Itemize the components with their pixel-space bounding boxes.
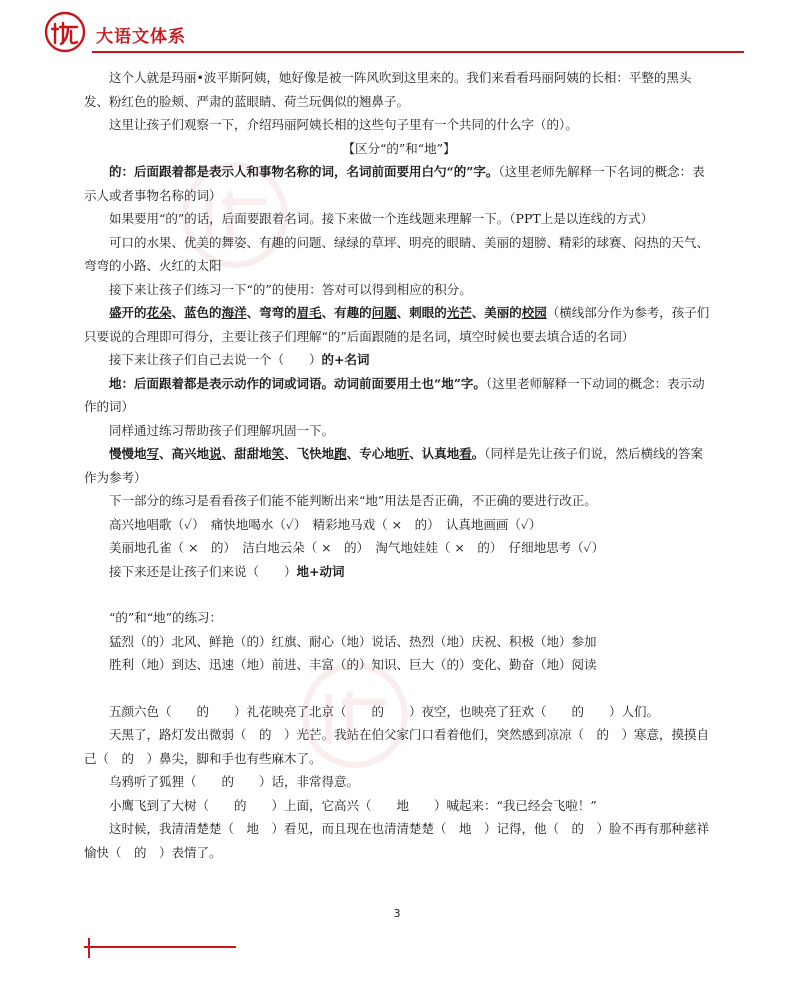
intro-paragraph: 这个人就是玛丽•波平斯阿姨，她好像是被一阵风吹到这里来的。我们来看看玛丽阿姨的长相：平整的黑头发、粉红色的脸颊、严肃的蓝眼睛、荷兰玩偶似的翘鼻子。 (84, 70, 692, 109)
de-fill-answer: 校园 (521, 305, 547, 320)
di-fill-answer: 看 (459, 446, 472, 461)
brand-logo-icon (44, 11, 86, 53)
separator: 、 (221, 446, 235, 461)
de-fill-word: 美丽的 (484, 305, 522, 320)
de-fill-note: （横线部分作为参考，孩子们只要说的合理即可得分，主要让孩子们理解“的”后面跟随的是名词，填空时候也要去填合适的名词） (84, 305, 710, 344)
de-word-list: 可口的水果、优美的舞姿、有趣的问题、绿绿的草坪、明亮的眼睛、美丽的翅膀、精彩的球赛、闷热的天气、弯弯的小路、火红的太阳 (84, 234, 710, 273)
di-say-text: 接下来还是让孩子们来说（ ） (109, 563, 297, 579)
di-fill-answer: 笑 (271, 446, 285, 461)
di-fill-answer: 说 (209, 446, 222, 461)
sentence-exercise: 五颜六色（ 的 ）礼花映亮了北京（ 的 ）夜空，也映亮了狂欢（ 的 ）人们。 (109, 703, 660, 719)
de-fill-examples (84, 301, 714, 348)
di-definition-bold: 地：后面跟着都是表示动作的词或词语。动词前面要用土也“地”字。 (109, 375, 486, 391)
di-fill-answer: 写 (146, 446, 160, 461)
di-consolidate-paragraph: 同样通过练习帮助孩子们理解巩固一下。 (109, 422, 335, 438)
de-fill-answer: 海洋 (221, 305, 247, 320)
de-definition-note: （这里老师先解释一下名词的概念：表示人或者事物名称的词） (84, 164, 705, 203)
di-definition-note: （这里老师解释一下动词的概念：表示动作的词） (84, 375, 705, 414)
di-definition (84, 372, 714, 419)
di-fill-note: （同样是先让孩子们说，然后横线的答案作为参考） (84, 446, 704, 485)
di-fill-word: 专心地 (359, 446, 397, 461)
separator: 、 (321, 305, 335, 320)
spacer (84, 583, 714, 606)
di-fill-word: 慢慢地 (109, 446, 147, 461)
separator: 、 (396, 305, 410, 320)
sentence-exercise: 天黑了，路灯发出微弱（ 的 ）光芒。我站在伯父家门口看着他们，突然感到凉凉（ 的 ）寒意，摸摸自己（ 的 ）鼻尖，脚和手也有些麻木了。 (84, 727, 710, 766)
separator: 。 (471, 446, 485, 461)
sentence-exercise: 乌鸦听了狐狸（ 的 ）话，非常得意。 (109, 774, 360, 789)
de-fill-word: 蓝色的 (184, 305, 222, 320)
section-title: 【区分“的”和“地”】 (342, 140, 456, 156)
di-fill-examples (84, 442, 714, 489)
practice-row: 胜利（地）到达、迅速（地）前进、丰富（的）知识、巨大（的）变化、勤奋（地）阅读 (109, 657, 597, 672)
di-fill-answer: 听 (396, 446, 410, 461)
de-definition-bold: 的：后面跟着都是表示人和事物名称的词，名词前面要用白勺“的”字。 (109, 164, 499, 179)
document-body (84, 66, 714, 864)
judge-intro: 下一部分的练习是看看孩子们能不能判断出来“地”用法是否正确，不正确的要进行改正。 (109, 493, 597, 508)
di-fill-word: 飞快地 (296, 446, 335, 461)
de-fill-answer: 眉毛 (296, 305, 322, 320)
page-header (0, 0, 794, 60)
de-fill-word: 盛开的 (109, 305, 147, 320)
sentence-exercise: 这时候，我清清楚楚（ 地 ）看见，而且现在也清清楚楚（ 地 ）记得，他（ 的 ）脸不再有那种慈祥愉快（ 的 ）表情了。 (84, 821, 710, 860)
separator: 、 (246, 305, 260, 320)
de-fill-answer: 花朵 (146, 305, 172, 320)
practice-title: “的”和“地”的练习： (109, 610, 223, 625)
de-fill-word: 刺眼的 (409, 305, 447, 320)
separator: 、 (171, 305, 185, 320)
de-fill-answer: 问题 (371, 305, 397, 320)
separator: 、 (159, 446, 172, 461)
de-connect-paragraph: 如果要用“的”的话，后面要跟着名词。接下来做一个连线题来理解一下。（PPT上是以连线的方式） (109, 211, 654, 226)
separator: 、 (346, 446, 360, 461)
di-fill-word: 高兴地 (171, 446, 210, 461)
di-fill-word: 认真地 (421, 446, 460, 461)
separator: 、 (471, 305, 485, 320)
de-definition (84, 160, 714, 207)
de-practice-paragraph: 接下来让孩子们练习一下“的”的使用：答对可以得到相应的积分。 (109, 281, 472, 297)
sentence-exercise: 小鹰飞到了大树（ 的 ）上面，它高兴（ 地 ）喊起来：“我已经会飞啦！” (109, 797, 597, 813)
de-fill-answer: 光芒 (446, 305, 472, 320)
footer-tick (88, 938, 90, 958)
separator: 、 (284, 446, 297, 461)
observe-paragraph: 这里让孩子们观察一下，介绍玛丽阿姨长相的这些句子里有一个共同的什么字（的）。 (109, 117, 578, 132)
de-say-paragraph (84, 348, 714, 372)
separator: 、 (409, 446, 422, 461)
de-fill-word: 弯弯的 (259, 305, 297, 320)
footer-divider (84, 946, 236, 948)
header-divider (92, 51, 744, 53)
judge-row: 美丽地孔雀（ × 的） 洁白地云朵（ × 的） 淘气地娃娃（ × 的） 仔细地思考（✓） (109, 540, 605, 555)
page-number: 3 (393, 907, 401, 920)
de-say-text: 接下来让孩子们自己去说一个（ ） (109, 352, 322, 367)
spacer (84, 677, 714, 700)
di-say-pattern: 地+动词 (296, 563, 345, 579)
judge-row: 高兴地唱歌（✓） 痛快地喝水（✓） 精彩地马戏（ × 的） 认真地画画（✓） (109, 516, 542, 532)
de-fill-word: 有趣的 (334, 305, 372, 320)
di-fill-answer: 跑 (334, 446, 347, 461)
brand-name: 大语文体系 (96, 27, 186, 47)
di-fill-word: 甜甜地 (234, 446, 272, 461)
di-say-paragraph (84, 560, 714, 584)
de-say-pattern: 的+名词 (321, 352, 370, 367)
practice-row: 猛烈（的）北风、鲜艳（的）红旗、耐心（地）说话、热烈（地）庆祝、积极（地）参加 (109, 633, 597, 649)
